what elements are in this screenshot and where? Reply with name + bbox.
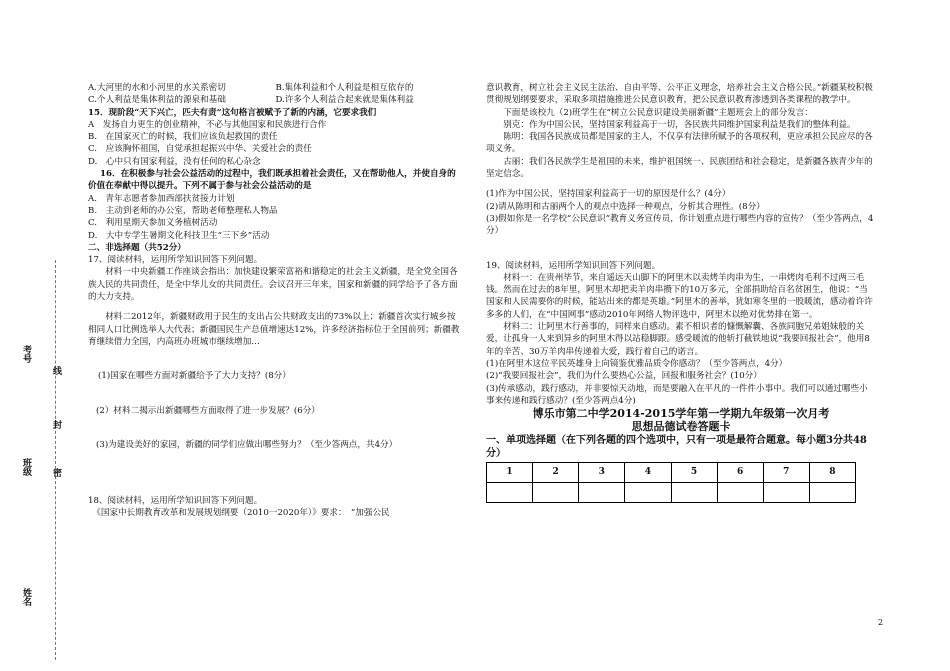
q17-question2: (2）材料二揭示出新疆哪些方面取得了进一步发展？(6分） [96,405,320,416]
q15-option-b: B. 在国家灭亡的时候，我们应该负起救国的责任 [88,132,278,143]
q17-question3: (3)为建设美好的家园，新疆的同学们应做出哪些努力？（至少答两点，共4分） [96,439,398,450]
seal-dashed-line [55,260,56,660]
q18-speech-bieke: 别克：作为中国公民，坚持国家利益高于一切，各民族共同维护国家利益是我们的整体利益。 [486,119,856,130]
answer-number-cell: 1 [487,463,533,483]
q14-option-d: D.许多个人利益合起来就是集体利益 [275,95,414,106]
q19-question3: (3)传承感动，践行感动，并非要惊天动地，而是要融入在平凡的一件件小事中。我们可以通过哪些小事来传递和践行感动？(至少答两点4分) [486,383,868,406]
q15-option-a: A 发扬自力更生的创业精神，不必与其他国家和民族进行合作 [88,119,327,130]
q19-question2: (2)“我要回报社会”，我们为什么要热心公益，回报和服务社会？(10分） [486,371,762,382]
answer-cell[interactable] [717,483,763,503]
q18-material-start: 《国家中长期教育改革和发展规划纲要（2010一2020年）》要求： “加强公民 [88,508,390,519]
q19-question1: (1)在阿里木这位平民英雄身上向镜鉴优雅品质令你感动？（至少答两点，4分） [486,358,788,369]
q19-material1: 材料一：在贵州毕节，来自遥远天山脚下的阿里木以卖烤羊肉串为生，一串烤肉毛利不过两三毛钱。然而在过去的8年里，阿里木却把卖羊肉串攒下的10万多元，全部捐助给百名贫困生，他说：“当国家和人民需要你的时候，能站出来的都是英雄。”阿里木的善举，犹如寒冬里的一股暖流，感动着许许多多的人们，在“中国网事”感动2010年网络人物评选中，阿里木以绝对优势排在第一。 [486,272,873,320]
spacer [88,473,463,495]
exam-number-label: 考号 [21,345,31,363]
spacer [486,180,876,188]
q15-stem: 15．现阶段“天下兴亡，匹夫有责”这句格言被赋予了新的内涵，它要求我们 [88,107,377,118]
q18-question1: (1)作为中国公民，坚持国家利益高于一切的原因是什么？(4分） [486,189,731,200]
spacer [88,348,463,370]
answer-cell[interactable] [671,483,717,503]
spacer [486,238,876,260]
q18-material-cont: 意识教育，树立社会主义民主法治、自由平等、公平正义理念，培养社会主义合格公民。”新疆某校积极贯彻规划纲要要求，采取多项措施推进公民意识教育，把公民意识教育渗透到各类课程的教学中。 [486,83,873,106]
answer-cell[interactable] [625,483,671,503]
q17-material2: 材料二2012年，新疆财政用于民生的支出占公共财政支出的73%以上；新疆首次实行城乡按相同人口比例选举人大代表；新疆国民生产总值增速达12%，许多经济指标位于全国前列；新疆教育继续借力全国，内高班办班城市继续增加… [88,312,460,347]
q16-stem: 16．在积极参与社会公益活动的过程中，我们既承担着社会责任，又在帮助他人，并使自身的价值在奉献中得以提升。下列不属于参与社会公益活动的是 [88,169,456,192]
q15-option-c: C. 应该胸怀祖国，自觉承担起振兴中华、关爱社会的责任 [88,144,312,155]
answer-grid [486,462,856,503]
q14-option-c: C.个人利益是集体利益的源泉和基础 [88,95,226,106]
answer-number-cell: 3 [579,463,625,483]
line-char: 线 [51,366,61,375]
q14-option-a: A.大河里的水和小河里的水关系密切 [88,83,226,93]
spacer [88,383,463,405]
answer-cell[interactable] [809,483,855,503]
answer-cell[interactable] [533,483,579,503]
q17-question1: (1)国家在哪些方面对新疆给予了大力支持？(8分） [98,371,291,382]
q14-options-row1 [88,82,463,94]
seal-char-mi: 密 [51,468,61,477]
seal-char: 封 [51,420,61,429]
name-label: 姓名 [21,588,31,606]
q18-intro: 18、阅读材料，运用所学知识回答下列问题。 [88,496,263,507]
q16-option-c: C. 利用星期天参加义务植树活动 [88,218,218,229]
answer-card-title-school: 博乐市第二中学2014-2015学年第一学期九年级第一次月考 [532,407,830,421]
answer-card-section1: 一、单项选择题（在下列各题的四个选项中，只有一项是最符合题意。每小题3分共48分） [486,435,867,459]
answer-cell[interactable] [763,483,809,503]
answer-number-cell: 6 [717,463,763,483]
answer-number-cell: 5 [671,463,717,483]
answer-grid-answer-row [487,483,856,503]
answer-grid-header-row [487,463,856,483]
q18-question3: (3)假如你是一名学校“公民意识”教育义务宣传员，你计划重点进行哪些内容的宣传？（至少答两点，4分） [486,213,874,237]
q14-options-row2 [88,94,463,106]
q16-option-b: B. 主动到老师的办公室，帮助老师整理私人物品 [88,205,278,216]
answer-cell[interactable] [579,483,625,503]
answer-number-cell: 8 [809,463,855,483]
q16-option-d: D. 大中专学生暑期文化科技卫生“三下乡”活动 [88,230,270,241]
class-label: 班级 [21,458,31,476]
page-number: 2 [878,618,884,627]
answer-card-title-subject: 思想品德试卷答题卡 [631,420,731,434]
binding-gutter [0,0,70,671]
spacer [88,303,463,311]
q15-option-d: D. 心中只有国家利益，没有任何的私心杂念 [88,156,261,167]
q18-speech-guli: 古丽：我们各民族学生是祖国的未来，维护祖国统一、民族团结和社会稳定，是新疆各族青少年的坚定信念。 [486,156,873,180]
spacer [88,451,463,473]
answer-number-cell: 7 [763,463,809,483]
answer-cell[interactable] [487,483,533,503]
spacer [88,417,463,439]
q17-intro: 17、阅读材料，运用所学知识回答下列问题。 [88,255,263,266]
q17-material1: 材料一中央新疆工作座谈会指出：加快建设繁荣富裕和谐稳定的社会主义新疆，是全党全国各族人民的共同责任，是全中华儿女的共同责任。会议召开三年来，国家和新疆的同学给予了各方面的大力支持。 [88,267,458,303]
q18-question2: (2)请从陈明和古丽两个人的观点中选择一种观点，分析其合理性。(8分） [486,201,765,212]
right-column [486,82,876,503]
answer-number-cell: 2 [533,463,579,483]
q19-material2: 材料二：让阿里木行善事的，同样来自感动。素不相识者的慷慨解囊、各族同胞兄弟姐妹般的关爱，让孤身一人来到异乡的阿里木得以站稳脚跟。感受暖流的他斩打截铁地说“我要回报社会”，他用8年的辛苦、30万羊肉串传递着大爱，践行着自己的诺言。 [486,322,870,357]
q14-option-b: B.集体利益和个人利益是相互依存的 [275,83,414,93]
q18-scene: 下面是该校九（2)班学生在“树立公民意识建设美丽新疆”主题班会上的部分发言： [486,107,813,118]
q19-intro: 19、阅读材料，运用所学知识回答下列问题。 [486,260,661,271]
q16-option-a: A. 青年志愿者参加西部扶贫接力计划 [88,193,235,204]
answer-number-cell: 4 [625,463,671,483]
q18-speech-chenming: 陈明：我国各民族成员都是国家的主人，不仅享有法律所赋予的各项权利，更应承担公民应尽的各项义务。 [486,132,873,155]
left-column [88,82,463,520]
section2-heading: 二、非选择题（共52分） [88,242,186,253]
